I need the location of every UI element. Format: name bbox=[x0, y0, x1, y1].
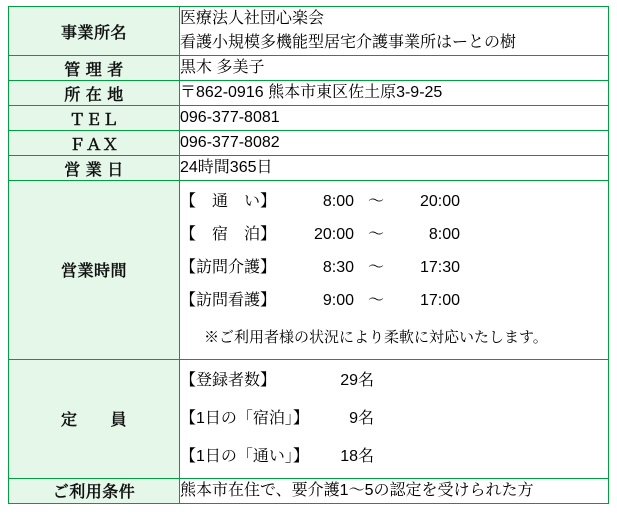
hours-name-commute-close: い】 bbox=[244, 193, 277, 210]
capacity-name-commute: 【1日の「通い」】 bbox=[180, 447, 309, 465]
facility-info-table bbox=[8, 6, 609, 504]
capacity-name-registered: 【登録者数】 bbox=[180, 371, 277, 389]
capacity-item-registered bbox=[180, 369, 608, 393]
row-value-tel: 096-377-8081 bbox=[180, 106, 609, 131]
table-row-manager bbox=[9, 56, 609, 81]
hours-item-home-nursing bbox=[180, 289, 608, 313]
hours-sep-commute: ～ bbox=[367, 193, 384, 210]
info-sheet bbox=[0, 6, 617, 527]
hours-end-home-nursing: 17:00 bbox=[419, 292, 460, 309]
table-row-business-hours bbox=[9, 181, 609, 360]
hours-name-home-nursing: 【訪問看護】 bbox=[180, 292, 277, 309]
row-value-capacity bbox=[180, 359, 609, 478]
hours-start-home-care: 8:30 bbox=[322, 259, 354, 276]
row-label-manager: 管 理 者 bbox=[9, 56, 180, 81]
row-label-office-name: 事業所名 bbox=[9, 7, 180, 56]
capacity-value-registered: 29名 bbox=[340, 371, 374, 389]
capacity-item-commute bbox=[180, 445, 608, 469]
row-label-tel: ＴＥＬ bbox=[9, 106, 180, 131]
row-value-fax: 096-377-8082 bbox=[180, 131, 609, 156]
row-value-manager: 黒木 多美子 bbox=[180, 56, 609, 81]
table-row-address bbox=[9, 81, 609, 106]
hours-end-commute: 20:00 bbox=[419, 193, 460, 210]
row-label-business-hours: 営業時間 bbox=[9, 181, 180, 360]
hours-end-stay: 8:00 bbox=[428, 226, 460, 243]
row-label-business-days: 営 業 日 bbox=[9, 156, 180, 181]
hours-start-home-nursing: 9:00 bbox=[322, 292, 354, 309]
hours-name-commute bbox=[180, 190, 288, 214]
table-row-capacity bbox=[9, 359, 609, 478]
hours-name-stay-open: 【宿 bbox=[180, 226, 245, 243]
table-row-conditions bbox=[9, 478, 609, 503]
row-label-conditions: ご利用条件 bbox=[9, 478, 180, 503]
hours-name-home-care: 【訪問介護】 bbox=[180, 259, 277, 276]
office-name-line-2: 看護小規模多機能型居宅介護事業所はーとの樹 bbox=[180, 34, 517, 51]
hours-sep-stay: ～ bbox=[367, 226, 384, 243]
hours-note: ※ご利用者様の状況により柔軟に対応いたします。 bbox=[204, 329, 548, 346]
hours-sep-home-nursing: ～ bbox=[367, 292, 384, 309]
row-label-fax: ＦＡＸ bbox=[9, 131, 180, 156]
row-label-capacity: 定 員 bbox=[9, 359, 180, 478]
capacity-value-stay: 9名 bbox=[349, 409, 374, 427]
hours-item-stay bbox=[180, 223, 608, 247]
row-value-business-hours bbox=[180, 181, 609, 360]
hours-sep-home-care: ～ bbox=[367, 259, 384, 276]
table-body bbox=[9, 7, 609, 504]
hours-name-commute-open: 【通 bbox=[180, 193, 245, 210]
row-label-address: 所 在 地 bbox=[9, 81, 180, 106]
hours-start-commute: 8:00 bbox=[322, 193, 354, 210]
hours-item-commute bbox=[180, 190, 608, 214]
capacity-value-commute: 18名 bbox=[340, 447, 374, 465]
table-row-business-days bbox=[9, 156, 609, 181]
row-value-office-name bbox=[180, 7, 609, 56]
row-value-address: 〒862-0916 熊本市東区佐土原3-9-25 bbox=[180, 81, 609, 106]
table-row-fax bbox=[9, 131, 609, 156]
capacity-name-stay: 【1日の「宿泊」】 bbox=[180, 409, 309, 427]
hours-end-home-care: 17:30 bbox=[419, 259, 460, 276]
row-value-business-days: 24時間365日 bbox=[180, 156, 609, 181]
capacity-item-stay bbox=[180, 407, 608, 431]
hours-start-stay: 20:00 bbox=[313, 226, 354, 243]
hours-item-home-care bbox=[180, 256, 608, 280]
table-row-tel bbox=[9, 106, 609, 131]
hours-name-stay bbox=[180, 223, 288, 247]
row-value-conditions: 熊本市在住で、要介護1～5の認定を受けられた方 bbox=[180, 478, 609, 503]
hours-name-stay-close: 泊】 bbox=[244, 226, 277, 243]
table-row-office-name bbox=[9, 7, 609, 56]
office-name-line-1: 医療法人社団心楽会 bbox=[180, 10, 325, 27]
